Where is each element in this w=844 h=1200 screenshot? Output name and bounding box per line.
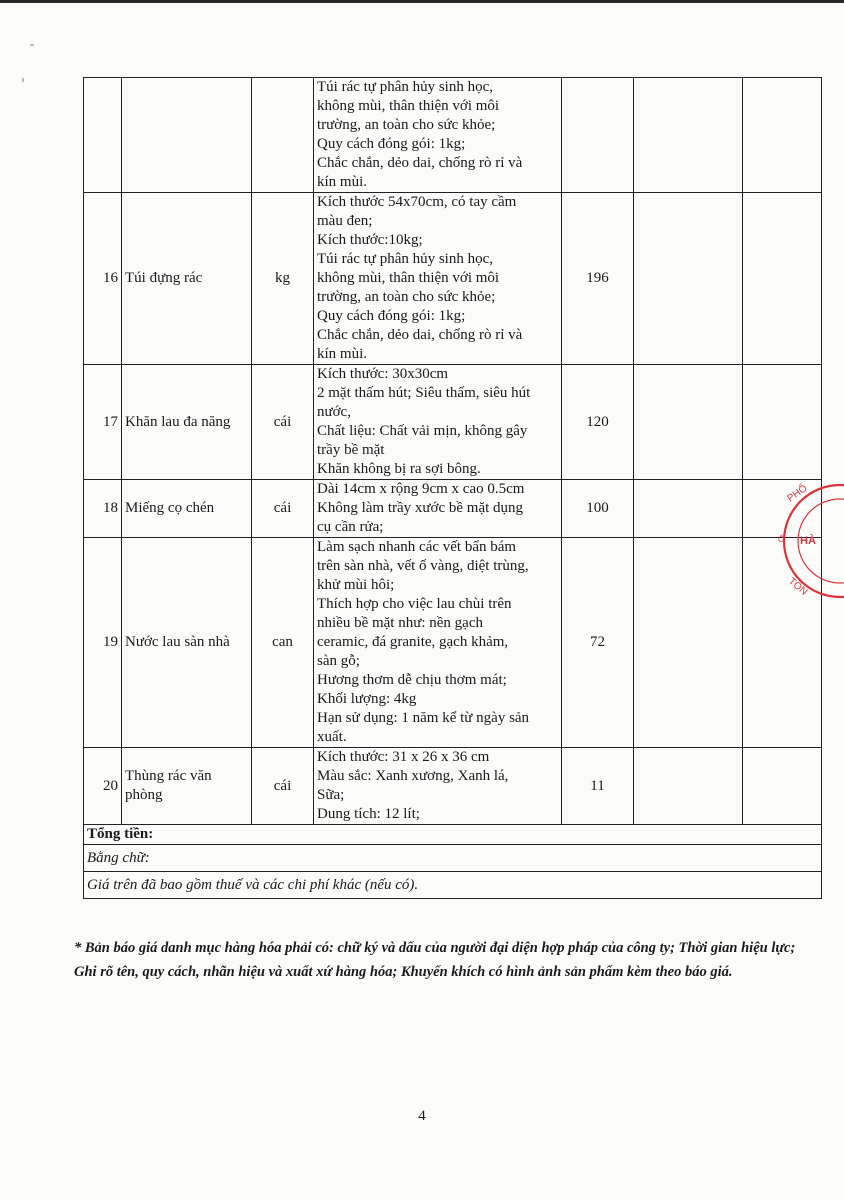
spec-line: Kích thước: 31 x 26 x 36 cm <box>317 749 490 765</box>
spec-line: Màu sắc: Xanh xương, Xanh lá, <box>317 768 509 784</box>
spec-line: xuất. <box>317 729 347 745</box>
quantity: 120 <box>562 365 634 480</box>
spec-line: Chắc chắn, dẻo dai, chống rò rỉ và <box>317 327 523 343</box>
spec-line: Chắc chắn, dẻo dai, chống rò rỉ và <box>317 155 523 171</box>
unit-price-cell <box>634 480 743 538</box>
svg-text:TỘN: TỘN <box>786 575 810 598</box>
amount-cell <box>743 365 822 480</box>
spec-line: sàn gỗ; <box>317 653 360 669</box>
spec-line: Kích thước:10kg; <box>317 232 423 248</box>
specification <box>314 78 562 193</box>
unit: kg <box>252 193 314 365</box>
spec-line: Sữa; <box>317 787 345 803</box>
quantity <box>562 78 634 193</box>
spec-line: Chất liệu: Chất vải mịn, không gây <box>317 423 528 439</box>
row-number: 18 <box>84 480 122 538</box>
spec-line: Kích thước: 30x30cm <box>317 366 449 382</box>
item-name: Túi đựng rác <box>122 193 252 365</box>
spec-line: Hạn sử dụng: 1 năm kể từ ngày sản <box>317 710 530 726</box>
unit-price-cell <box>634 365 743 480</box>
quantity: 11 <box>562 748 634 825</box>
unit: cái <box>252 480 314 538</box>
amount-cell <box>743 193 822 365</box>
spec-line: nước, <box>317 404 351 420</box>
spec-line: Khối lượng: 4kg <box>317 691 417 707</box>
table-row <box>84 193 822 365</box>
quantity: 100 <box>562 480 634 538</box>
specification <box>314 538 562 748</box>
unit: can <box>252 538 314 748</box>
item-name: Miếng cọ chén <box>122 480 252 538</box>
spec-line: Túi rác tự phân hủy sinh học, <box>317 251 494 267</box>
spec-line: trường, an toàn cho sức khỏe; <box>317 117 496 133</box>
spec-line: 2 mặt thấm hút; Siêu thấm, siêu hút <box>317 385 531 401</box>
svg-text:Ố: Ố <box>778 535 785 544</box>
spec-line: kín mùi. <box>317 174 368 190</box>
specification <box>314 748 562 825</box>
item-name: Nước lau sàn nhà <box>122 538 252 748</box>
row-number: 17 <box>84 365 122 480</box>
table-row <box>84 480 822 538</box>
quotation-table <box>83 77 822 899</box>
spec-line: trường, an toàn cho sức khỏe; <box>317 289 496 305</box>
amount-cell <box>743 78 822 193</box>
spec-line: Hương thơm dễ chịu thơm mát; <box>317 672 507 688</box>
item-name: Thùng rác văn phòng <box>122 748 252 825</box>
spec-line: ceramic, đá granite, gạch khảm, <box>317 634 509 650</box>
row-number: 20 <box>84 748 122 825</box>
spec-line: không mùi, thân thiện với môi <box>317 98 500 114</box>
item-name <box>122 78 252 193</box>
spec-line: màu đen; <box>317 213 373 229</box>
scan-margin-mark <box>30 44 34 46</box>
spec-line: Khăn không bị ra sợi bông. <box>317 461 481 477</box>
row-number <box>84 78 122 193</box>
company-seal-stamp <box>770 482 844 600</box>
unit <box>252 78 314 193</box>
spec-line: không mùi, thân thiện với môi <box>317 270 500 286</box>
spec-line: kín mùi. <box>317 346 368 362</box>
row-number: 16 <box>84 193 122 365</box>
page-number: 4 <box>418 1108 426 1124</box>
unit-price-cell <box>634 193 743 365</box>
table-row <box>84 748 822 825</box>
spec-line: cụ cần rửa; <box>317 519 384 535</box>
spec-line: Kích thước 54x70cm, có tay cầm <box>317 194 517 210</box>
spec-line: Túi rác tự phân hủy sinh học, <box>317 79 494 95</box>
specification <box>314 480 562 538</box>
spec-line: Làm sạch nhanh các vết bẩn bám <box>317 539 517 555</box>
scan-margin-mark <box>22 78 24 82</box>
row-number: 19 <box>84 538 122 748</box>
spec-line: Không làm trầy xước bề mặt dụng <box>317 500 524 516</box>
tax-note: Giá trên đã bao gồm thuế và các chi phí khác (nếu có). <box>84 872 822 899</box>
unit: cái <box>252 365 314 480</box>
table-row <box>84 365 822 480</box>
spec-line: Dung tích: 12 lít; <box>317 806 420 822</box>
table-row <box>84 538 822 748</box>
svg-text:PHỐ: PHỐ <box>785 483 810 505</box>
in-words-row <box>84 845 822 872</box>
svg-text:HÀ: HÀ <box>800 535 816 547</box>
unit-price-cell <box>634 538 743 748</box>
spec-line: trên sàn nhà, vết ố vàng, diệt trùng, <box>317 558 529 574</box>
unit-price-cell <box>634 748 743 825</box>
table-row <box>84 78 822 193</box>
quantity: 196 <box>562 193 634 365</box>
spec-line: Quy cách đóng gói: 1kg; <box>317 136 466 152</box>
unit: cái <box>252 748 314 825</box>
amount-cell <box>743 748 822 825</box>
item-name: Khăn lau đa năng <box>122 365 252 480</box>
table-body <box>84 78 822 899</box>
page-top-border <box>0 0 844 3</box>
spec-line: khử mùi hôi; <box>317 577 395 593</box>
total-label: Tổng tiền: <box>84 825 822 845</box>
specification <box>314 193 562 365</box>
spec-line: Thích hợp cho việc lau chùi trên <box>317 596 512 612</box>
spec-line: Quy cách đóng gói: 1kg; <box>317 308 466 324</box>
footnote: * Bản báo giá danh mục hàng hóa phải có: chữ ký và dấu của người đại diện hợp pháp của công ty; Thời gian hiệu lực; Ghi rõ tên, quy cách, nhãn hiệu và xuất xứ hàng hóa; Khuyến khích có hình ảnh sản phẩm kèm theo báo giá. <box>74 940 796 980</box>
seal-graphic <box>770 482 844 600</box>
spec-line: nhiều bề mặt như: nền gạch <box>317 615 483 631</box>
total-row <box>84 825 822 845</box>
unit-price-cell <box>634 78 743 193</box>
specification <box>314 365 562 480</box>
tax-note-row <box>84 872 822 899</box>
quantity: 72 <box>562 538 634 748</box>
in-words-label: Bằng chữ: <box>84 845 822 872</box>
spec-line: trầy bề mặt <box>317 442 385 458</box>
spec-line: Dài 14cm x rộng 9cm x cao 0.5cm <box>317 481 525 497</box>
